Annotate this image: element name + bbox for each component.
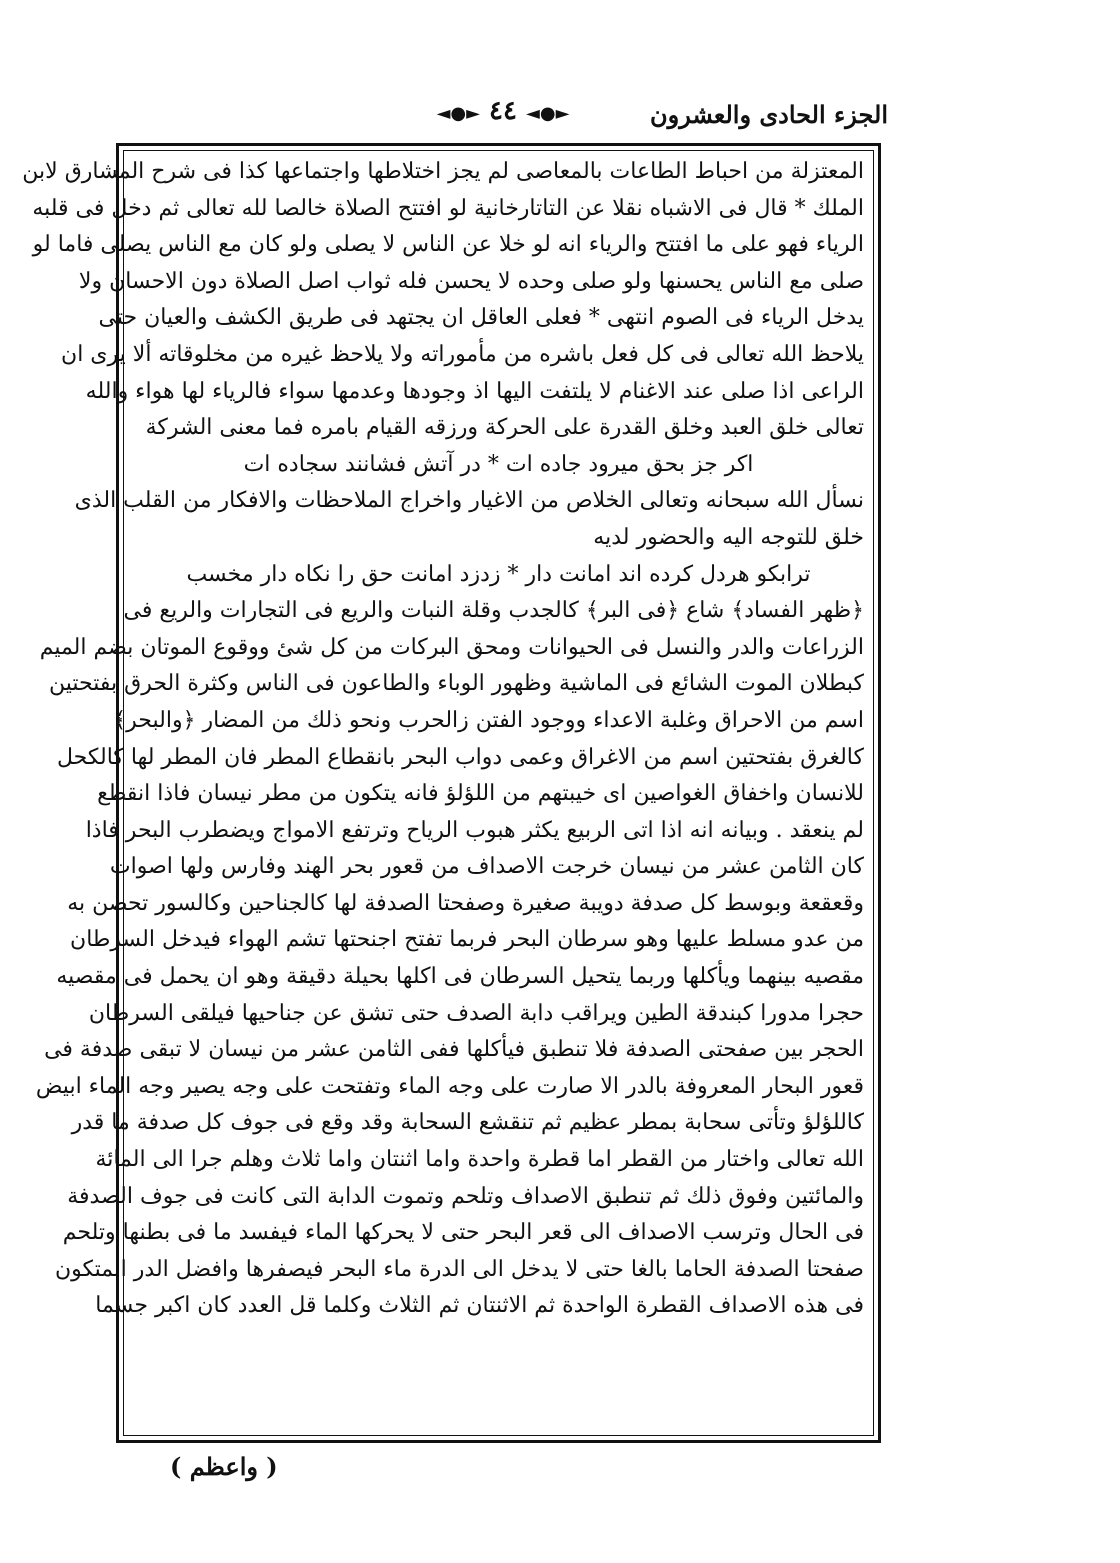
text-frame [22, 143, 881, 1443]
text-line: الملك * قال فى الاشباه نقلا عن التاتارخانية لو افتتح الصلاة خالصا لله تعالى ثم دخل فى قلبه [32, 195, 864, 221]
text-line: لم ينعقد . وبيانه انه اذا اتى الربيع يكثر هبوب الرياح وترتفع الامواج ويضطرب البحر فاذا [85, 817, 864, 843]
text-line: الحجر بين صفحتى الصدفة فلا تنطبق فيأكلها ففى الثامن عشر من نيسان لا تبقى صدفة فى [44, 1037, 864, 1063]
verse-line: اكر جز بحق ميرود جاده ات * در آتش فشانند سجاده ات [243, 451, 754, 477]
text-line: نسأل الله سبحانه وتعالى الخلاص من الاغيار واخراج الملاحظات والافكار من القلب الذى [74, 488, 864, 514]
text-line: فى الحال وترسب الاصداف الى قعر البحر حتى لا يحركها الماء فيفسد ما فى بطنها وتلحم [62, 1220, 864, 1246]
text-line: كالغرق بفتحتين اسم من الاغراق وعمى دواب البحر بانقطاع المطر فان المطر لها كالكحل [57, 744, 864, 770]
text-line: مقصيه بينهما ويأكلها وربما يتحيل السرطان فى اكلها بحيلة دقيقة وهو ان يحمل فى مقصيه [56, 964, 864, 990]
right-ornament: ◄●► [526, 103, 570, 124]
text-line: كان الثامن عشر من نيسان خرجت الاصداف من قعور بحر الهند وفارس ولها اصوات [109, 854, 864, 880]
text-line: خلق للتوجه اليه والحضور لديه [593, 524, 864, 550]
text-line: الله تعالى واختار من القطر اما قطرة واحدة واما اثنتان واما ثلاث وهلم جرا الى المائة [95, 1147, 864, 1173]
text-line: الزراعات والدر والنسل فى الحيوانات ومحق البركات من كل شئ ووقوع الموتان بضم الميم [39, 634, 864, 660]
text-line: كبطلان الموت الشائع فى الماشية وظهور الوباء والطاعون فى الناس وكثرة الحرق بفتحتين [49, 671, 864, 697]
text-line: قعور البحار المعروفة بالدر الا صارت على وجه الماء وتفتحت على وجه يصير وجه الماء ابيض [35, 1073, 864, 1099]
text-line: صفحتا الصدفة الحاما بالغا حتى لا يدخل الى الدرة ماء البحر فيصفرها وافضل الدر المتكون [54, 1256, 864, 1282]
page-header [118, 96, 888, 140]
text-line: والمائتين وفوق ذلك ثم تنطبق الاصداف وتلحم وتموت الدابة التى كانت فى جوف الصدفة [67, 1183, 864, 1209]
text-line: تعالى خلق العبد وخلق القدرة على الحركة ورزقه القيام بامره فما معنى الشركة [145, 415, 864, 441]
text-line: من عدو مسلط عليها وهو سرطان البحر فربما تفتح اجنحتها تشم الهواء فيدخل السرطان [70, 927, 864, 953]
text-line: صلى مع الناس يحسنها ولو صلى وحده لا يحسن فله ثواب اصل الصلاة دون الاحسان ولا [78, 268, 864, 294]
text-line: ﴿ظهر الفساد﴾ شاع ﴿فى البر﴾ كالجدب وقلة النبات والريع فى التجارات والريع فى [123, 598, 864, 624]
text-line: حجرا مدورا كبندقة الطين ويراقب دابة الصدف حتى تشق عن جناحيها فيلقى السرطان [88, 1000, 864, 1026]
page-number [428, 96, 578, 126]
page-number-value: ٤٤ [489, 96, 517, 126]
catchword: ( واعظم ) [170, 1452, 278, 1481]
left-ornament: ◄●► [436, 103, 480, 124]
text-line: كاللؤلؤ وتأتى سحابة بمطر عظيم ثم تنقشع السحابة وقد وقع فى جوف كل صدفة ما قدر [71, 1110, 864, 1136]
text-line: وقعقعة وبوسط كل صدفة دويبة صغيرة وصفحتا الصدفة لها كالجناحين وكالسور تحصن به [67, 890, 864, 916]
text-line: للانسان واخفاق الغواصين اى خيبتهم من اللؤلؤ فانه يتكون من مطر نيسان فاذا انقطع [97, 781, 864, 807]
text-line: يلاحظ الله تعالى فى كل فعل باشره من مأموراته ولا يلاحظ غيره من مخلوقاته ألا يرى ان [61, 341, 864, 367]
text-line: المعتزلة من احباط الطاعات بالمعاصى لم يجز اختلاطها واجتماعها كذا فى شرح المشارق لابن [22, 159, 864, 184]
text-line: الرياء فهو على ما افتتح والرياء انه لو خلا عن الناس لا يصلى ولو كان مع الناس يصلى فاما لو [32, 232, 864, 258]
verse-line: ترابكو هردل كرده اند امانت دار * زدزد امانت حق را نكاه دار مخسب [186, 561, 811, 587]
body-text [22, 154, 864, 1432]
text-line: الراعى اذا صلى عند الاغنام لا يلتفت اليها اذ وجودها وعدمها سواء فالرياء لها هواء والله [85, 378, 864, 404]
text-line: فى هذه الاصداف القطرة الواحدة ثم الاثنتان ثم الثلاث وكلما قل العدد كان اكبر جسما [95, 1293, 864, 1319]
running-head: الجزء الحادى والعشرون [650, 100, 888, 129]
text-line: يدخل الرياء فى الصوم انتهى * فعلى العاقل ان يجتهد فى طريق الكشف والعيان حتى [98, 305, 864, 331]
text-line: اسم من الاحراق وغلبة الاعداء ووجود الفتن زالحرب ونحو ذلك من المضار ﴿والبحر﴾ [113, 707, 864, 733]
